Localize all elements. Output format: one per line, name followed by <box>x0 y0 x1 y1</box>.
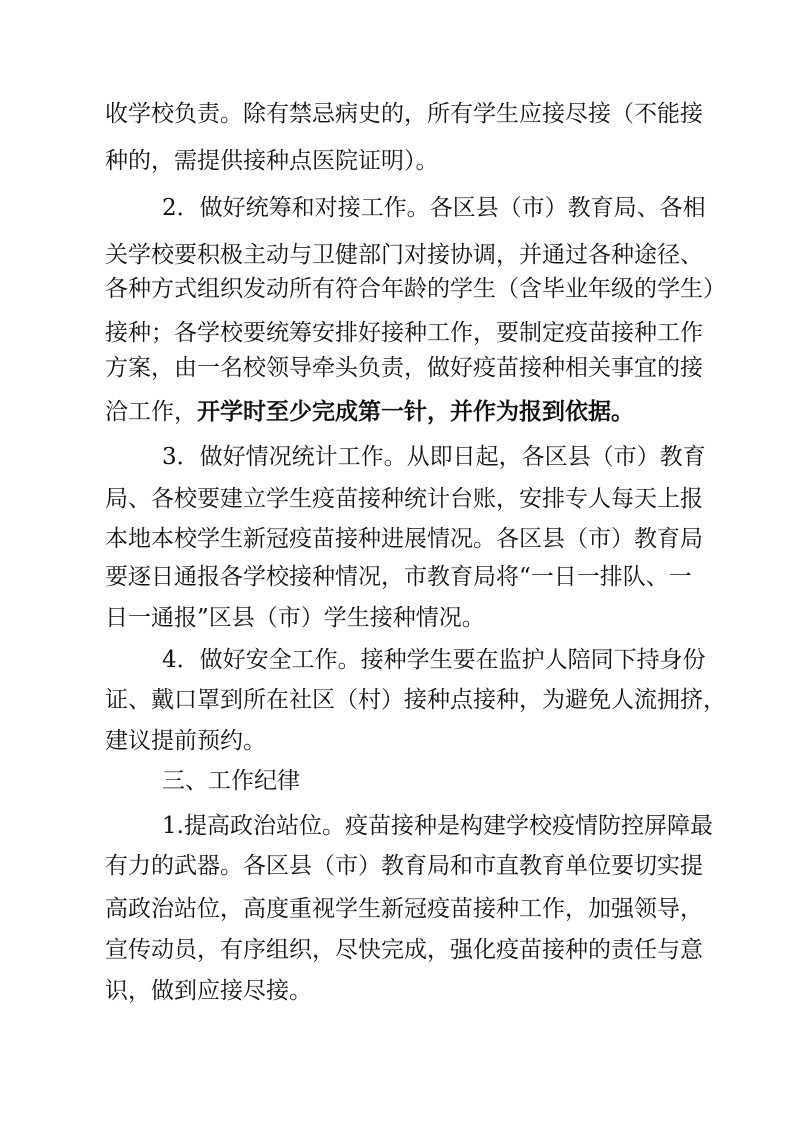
text-line-9: 3．做好情况统计工作。从即日起，各区县（市）教育 <box>162 444 706 470</box>
text-line-8-normal: 洽工作， <box>105 399 197 425</box>
section-heading: 三、工作纪律 <box>162 768 300 794</box>
text-line-7: 方案，由一名校领导牵头负责，做好疫苗接种相关事宜的接 <box>105 355 703 381</box>
text-line-10: 局、各校要建立学生疫苗接种统计台账，安排专人每天上报 <box>105 486 703 512</box>
text-line-4: 关学校要积极主动与卫健部门对接协调，并通过各种途径、 <box>105 242 703 268</box>
text-line-3: 2．做好统筹和对接工作。各区县（市）教育局、各相 <box>162 195 706 221</box>
text-line-17: 1.提高政治站位。疫苗接种是构建学校疫情防控屏障最 <box>162 813 713 839</box>
text-line-1: 收学校负责。除有禁忌病史的，所有学生应接尽接（不能接 <box>105 101 703 127</box>
text-line-16: 建议提前预约。 <box>105 728 266 754</box>
text-line-11: 本地本校学生新冠疫苗接种进展情况。各区县（市）教育局 <box>105 526 703 552</box>
text-line-15: 证、戴口罩到所在社区（村）接种点接种，为避免人流拥挤， <box>105 687 726 713</box>
text-line-19: 高政治站位，高度重视学生新冠疫苗接种工作，加强领导， <box>105 896 703 922</box>
text-line-14: 4．做好安全工作。接种学生要在监护人陪同下持身份 <box>162 647 706 673</box>
text-line-8-emphasis: 开学时至少完成第一针，并作为报到依据。 <box>197 399 634 425</box>
text-line-2: 种的，需提供接种点医院证明）。 <box>105 148 439 174</box>
text-line-20: 宣传动员，有序组织，尽快完成，强化疫苗接种的责任与意 <box>105 937 703 963</box>
text-line-12: 要逐日通报各学校接种情况，市教育局将“一日一排队、一 <box>105 564 692 590</box>
text-line-8-start <box>105 397 634 427</box>
text-line-18: 有力的武器。各区县（市）教育局和市直教育单位要切实提 <box>105 853 703 879</box>
text-line-13: 日一通报”区县（市）学生接种情况。 <box>105 605 485 631</box>
text-line-21: 识，做到应接尽接。 <box>105 978 312 1004</box>
text-line-6: 接种；各学校要统筹安排好接种工作，要制定疫苗接种工作 <box>105 320 703 346</box>
text-line-5: 各种方式组织发动所有符合年龄的学生（含毕业年级的学生） <box>105 276 726 302</box>
